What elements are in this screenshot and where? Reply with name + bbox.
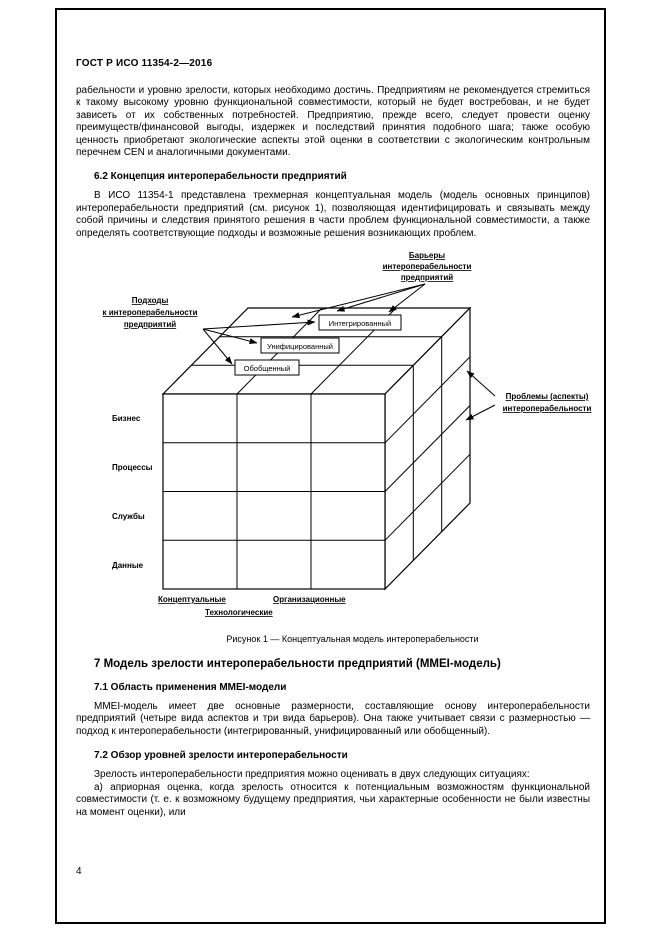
row-label-business: Бизнес xyxy=(112,414,141,424)
paragraph-continuation: рабельности и уровню зрелости, которых необходимо достичь. Предприятиям не рекомендуется стремиться к такому высокому уровню функциональной совместимости, который не будет востребован, и не будет зависеть от их собственных потребностей. Предприятию, прежде всего, следует провести оценку преимуществ/финансовой выгоды, издержек и последствий принятия подобного шага; также особую ценность приобретают экологические аспекты этой оценки в соответствии с экологическим контрольным перечнем CEN и аналогичными документами. xyxy=(76,85,590,159)
column-label-organizational: Организационные xyxy=(273,595,346,605)
approaches-label-line3: предприятий xyxy=(123,320,177,330)
column-label-conceptual: Концептуальные xyxy=(158,595,226,605)
page-content xyxy=(76,58,590,819)
row-label-services: Службы xyxy=(112,512,145,522)
page-number: 4 xyxy=(76,866,82,877)
paragraph-7-2-intro: Зрелость интероперабельности предприятия можно оценивать в двух следующих ситуациях: xyxy=(94,769,530,781)
problems-callout xyxy=(466,371,591,420)
layer-label-generalized: Обобщенный xyxy=(243,364,291,374)
layer-box-integrated xyxy=(319,315,401,330)
row-label-data: Данные xyxy=(112,561,144,571)
barriers-callout xyxy=(292,251,471,317)
heading-7: 7 Модель зрелости интероперабельности предприятий (MMEI-модель) xyxy=(94,658,501,671)
figure-1 xyxy=(95,244,610,644)
layer-label-unified: Унифицированный xyxy=(267,342,333,352)
approaches-label-line2: к интероперабельности xyxy=(102,308,198,318)
barriers-label-line1: Барьеры xyxy=(408,251,446,261)
doc-header: ГОСТ Р ИСО 11354-2—2016 xyxy=(76,58,213,69)
paragraph-6-2: В ИСО 11354-1 представлена трехмерная концептуальная модель (модель основных принципов) интероперабельности предприятий (см. рисунок 1), позволяющая идентифицировать и связывать между собой причины и следствия принятого решения в части проблем функциональной совместимости, а также определять соответствующие подходы и возможные решения возникающих проблем. xyxy=(76,190,590,239)
layer-label-integrated: Интегрированный xyxy=(328,319,392,329)
problems-label-line1: Проблемы (аспекты) xyxy=(505,392,589,402)
barriers-label-line2: интероперабельности xyxy=(382,262,472,272)
paragraph-7-2-item-a: а) априорная оценка, когда зрелость относится к потенциальным возможностям функциональной совместимости (т. е. к возможному будущему предприятия, чьи характерные особенности не были известны на момент оценки), или xyxy=(76,781,590,818)
barriers-label-line3: предприятий xyxy=(400,273,454,283)
interoperability-cube-diagram xyxy=(95,244,610,629)
column-label-technological: Технологические xyxy=(205,608,273,618)
figure-caption: Рисунок 1 — Концептуальная модель интероперабельности xyxy=(226,634,479,645)
row-label-processes: Процессы xyxy=(112,463,153,473)
heading-7-1: 7.1 Область применения MMEI-модели xyxy=(94,682,287,694)
paragraph-7-1: MMEI-модель имеет две основные размерности, составляющие основу интероперабельности предприятий (четыре вида аспектов и три вида барьеров). Она также учитывает связи с размерностью — подход к интероперабельности (интегрированный, унифицированный или обобщенный). xyxy=(76,701,590,737)
layer-box-generalized xyxy=(235,360,299,375)
approaches-label-line1: Подходы xyxy=(131,296,169,306)
concern-row-labels xyxy=(112,414,153,570)
layer-box-unified xyxy=(261,338,339,353)
problems-label-line2: интероперабельности xyxy=(502,404,592,414)
barrier-type-labels xyxy=(158,595,346,617)
heading-6-2: 6.2 Концепция интероперабельности предприятий xyxy=(94,171,347,183)
heading-7-2: 7.2 Обзор уровней зрелости интероперабельности xyxy=(94,750,348,762)
